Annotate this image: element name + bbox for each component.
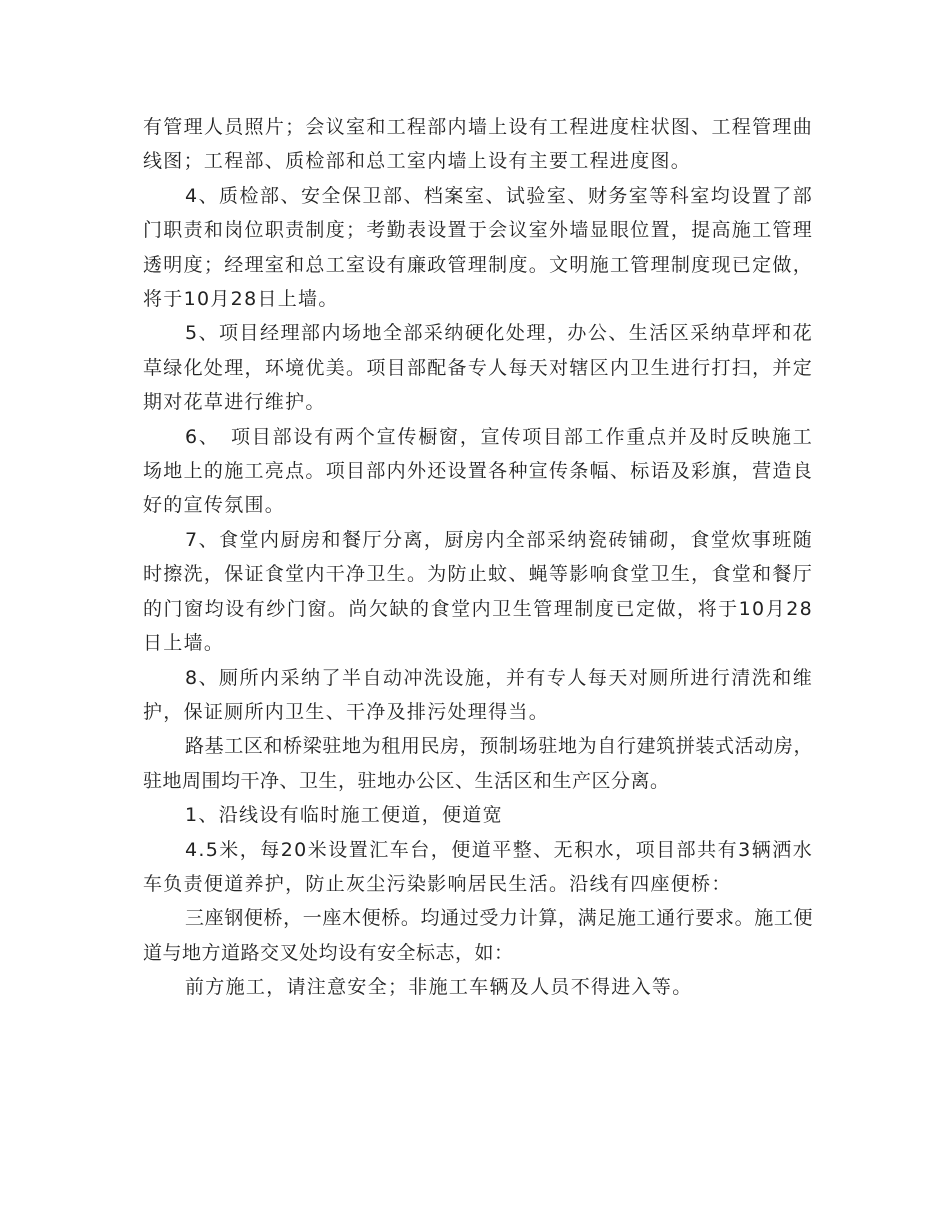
paragraph-item-4: 4、质检部、安全保卫部、档案室、试验室、财务室等科室均设置了部门职责和岗位职责制度；考勤表设置于会议室外墙显眼位置，提高施工管理透明度；经理室和总工室设有廉政管理制度。文明施工管理制度现已定做，将于10月28日上墙。 bbox=[143, 184, 813, 311]
paragraph-item-6: 6、 项目部设有两个宣传橱窗，宣传项目部工作重点并及时反映施工场地上的施工亮点。项目部内外还设置各种宣传条幅、标语及彩旗，营造良好的宣传氛围。 bbox=[143, 425, 813, 517]
paragraph-item-7: 7、食堂内厨房和餐厅分离，厨房内全部采纳瓷砖铺砌，食堂炊事班随时擦洗，保证食堂内干净卫生。为防止蚊、蝇等影响食堂卫生，食堂和餐厅的门窗均设有纱门窗。尚欠缺的食堂内卫生管理制度已定做，将于10月28日上墙。 bbox=[143, 528, 813, 655]
paragraph-item-8: 8、厕所内采纳了半自动冲洗设施，并有专人每天对厕所进行清洗和维护，保证厕所内卫生、干净及排污处理得当。 bbox=[143, 666, 813, 723]
document-body bbox=[143, 110, 813, 1005]
paragraph-site-camps: 路基工区和桥梁驻地为租用民房，预制场驻地为自行建筑拼装式活动房，驻地周围均干净、卫生，驻地办公区、生活区和生产区分离。 bbox=[143, 735, 813, 792]
paragraph-road-width: 4.5米，每20米设置汇车台，便道平整、无积水，项目部共有3辆洒水车负责便道养护，防止灰尘污染影响居民生活。沿线有四座便桥： bbox=[143, 838, 813, 895]
paragraph-bridges: 三座钢便桥，一座木便桥。均通过受力计算，满足施工通行要求。施工便道与地方道路交叉处均设有安全标志，如： bbox=[143, 907, 813, 964]
paragraph-safety-signs: 前方施工，请注意安全；非施工车辆及人员不得进入等。 bbox=[185, 976, 693, 999]
paragraph-staff-photos: 有管理人员照片；会议室和工程部内墙上设有工程进度柱状图、工程管理曲线图；工程部、质检部和总工室内墙上设有主要工程进度图。 bbox=[143, 116, 813, 173]
paragraph-item-5: 5、项目经理部内场地全部采纳硬化处理，办公、生活区采纳草坪和花草绿化处理，环境优美。项目部配备专人每天对辖区内卫生进行打扫，并定期对花草进行维护。 bbox=[143, 322, 813, 414]
paragraph-access-road-item-1: 1、沿线设有临时施工便道，便道宽 bbox=[185, 804, 503, 827]
